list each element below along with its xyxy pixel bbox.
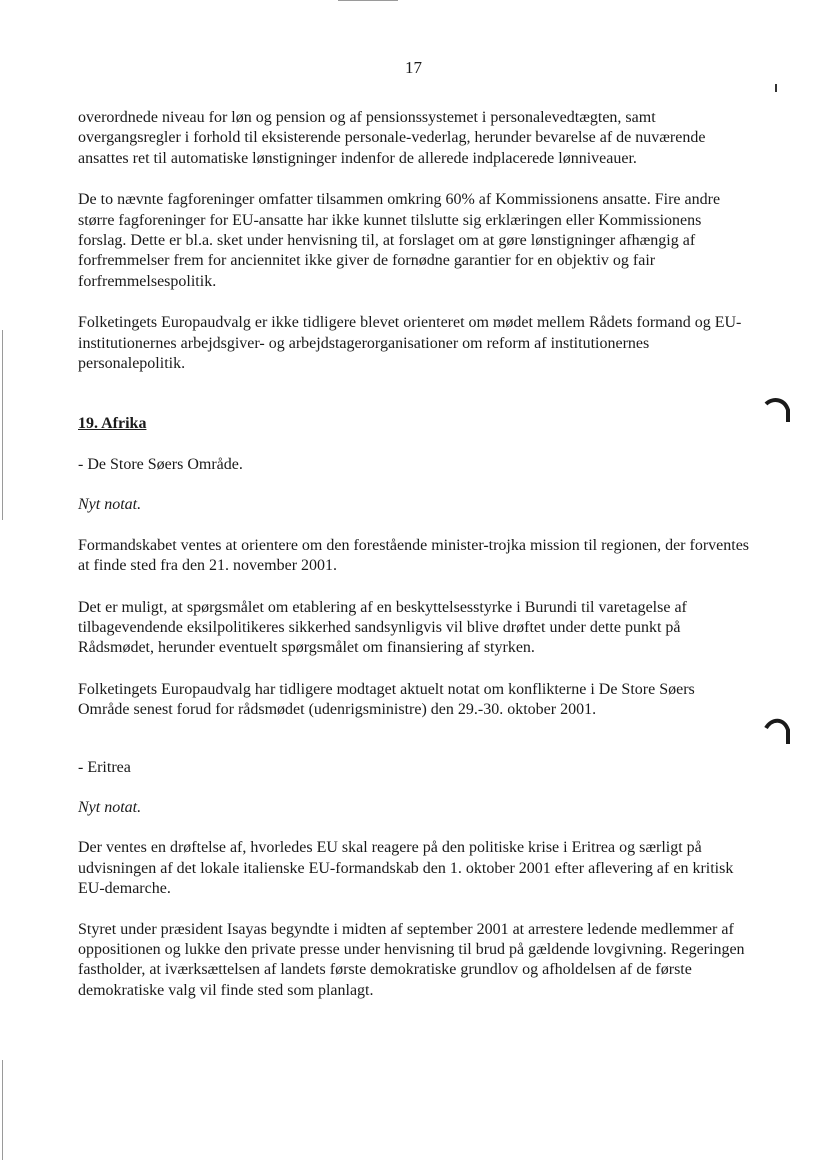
paragraph: De to nævnte fagforeninger omfatter tilsammen omkring 60% af Kommissionens ansatte. Fire andre større fagforeninger for EU-ansatte har ikke kunnet tilslutte sig erklæringen eller Kommissionens forslag. Dette er bl.a. sket under henvisning til, at forslaget om at gøre lønstigninger afhængig af forfremmelser frem for anciennitet ikke giver de fornødne garantier for en objektiv og fair forfremmelsespolitik. [78,191,721,290]
scan-speck [775,84,777,92]
note-label: Nyt notat. [78,798,142,816]
paragraph: Folketingets Europaudvalg er ikke tidligere blevet orienteret om mødet mellem Rådets formand og EU-institutionernes arbejdsgiver- og arbejdstagerorganisationer om reform af institutionernes personalepolitik. [78,314,742,373]
binder-mark-icon [762,716,792,746]
paragraph: Styret under præsident Isayas begyndte i midten af september 2001 at arrestere ledende medlemmer af oppositionen og lukke den private presse under henvisning til brud på gældende lovgivning. Regeringen fastholder, at iværksættelsen af landets første demokratiske grundlov og afholdelsen af de første demokratiske valg vil finde sted som planlagt. [78,920,745,999]
scan-edge-top [338,0,398,1]
scan-edge-left [2,330,3,520]
document-body [78,108,750,1001]
paragraph: Folketingets Europaudvalg har tidligere modtaget aktuelt notat om konflikterne i De Store Søers Område senest forud for rådsmødet (udenrigsministre) den 29.-30. oktober 2001. [78,680,695,719]
subsection-heading: - De Store Søers Område. [78,455,243,473]
section-heading: 19. Afrika [78,415,147,433]
paragraph: Det er muligt, at spørgsmålet om etablering af en beskyttelsesstyrke i Burundi til varetagelse af tilbagevendende eksilpolitikeres sikkerhed sandsynligvis vil blive drøftet under dette punkt på Rådsmødet, herunder eventuelt spørgsmålet om finansiering af styrken. [78,598,687,657]
note-label: Nyt notat. [78,496,142,514]
scan-edge-left-lower [2,1060,3,1160]
page-number: 17 [405,58,422,77]
binder-mark-icon [762,396,792,424]
paragraph: overordnede niveau for løn og pension og af pensionssystemet i personalevedtægten, samt overgangsregler i forhold til eksisterende personale-vederlag, herunder bevarelse af de nuværende ansattes ret til automatiske lønstigninger indenfor de allerede indplacerede lønniveauer. [78,109,706,167]
subsection-heading: - Eritrea [78,758,131,776]
paragraph: Der ventes en drøftelse af, hvorledes EU skal reagere på den politiske krise i Eritrea og særligt på udvisningen af det lokale italienske EU-formandskab den 1. oktober 2001 efter aflevering af en kritisk EU-demarche. [78,839,734,898]
paragraph: Formandskabet ventes at orientere om den forestående minister-trojka mission til regionen, der forventes at finde sted fra den 21. november 2001. [78,536,750,575]
